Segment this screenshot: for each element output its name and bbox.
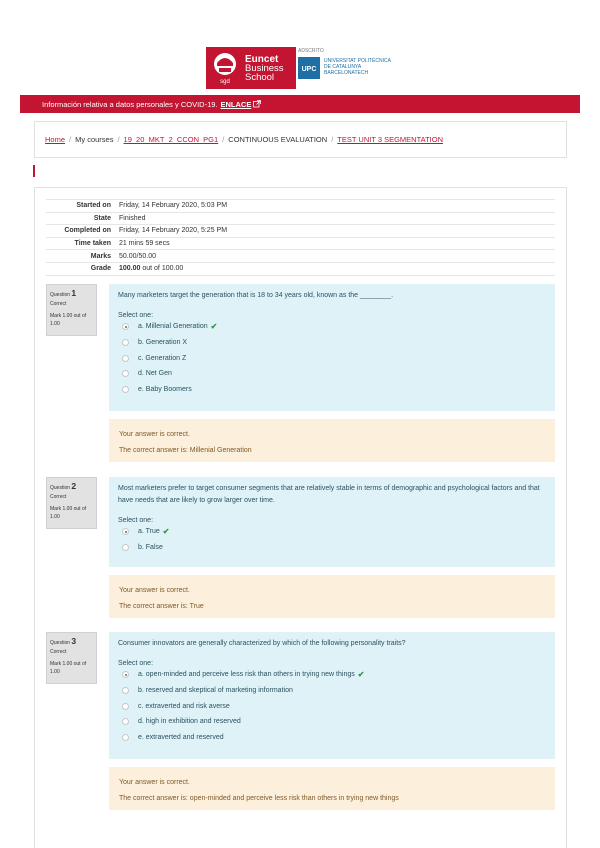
answer-text: a. True — [138, 528, 160, 536]
external-link-icon[interactable] — [253, 100, 261, 108]
question-1-feedback — [109, 419, 555, 462]
radio-button[interactable] — [122, 544, 129, 551]
answer-text: c. Generation Z — [138, 354, 187, 362]
answer-option[interactable] — [118, 524, 546, 540]
question-state: Correct — [50, 301, 67, 307]
answer-text: e. extraverted and reserved — [138, 734, 224, 742]
summary-value: Friday, 14 February 2020, 5:03 PM — [117, 200, 555, 213]
upc-line-1: UNIVERSITAT POLITÈCNICA — [324, 58, 391, 64]
breadcrumb-quiz[interactable]: TEST UNIT 3 SEGMENTATION — [337, 135, 443, 144]
feedback-text: Your answer is correct. — [119, 587, 190, 594]
question-state: Correct — [50, 494, 67, 500]
answer-text: c. extraverted and risk averse — [138, 702, 230, 710]
grade-value: 100.00 — [119, 265, 141, 273]
answer-text: e. Baby Boomers — [138, 386, 192, 394]
radio-button[interactable] — [122, 355, 129, 362]
breadcrumb-separator: / — [222, 135, 225, 144]
logo-line-2: Business — [245, 62, 284, 74]
breadcrumb — [34, 121, 567, 158]
breadcrumb-course[interactable]: 19_20_MKT_2_CCON_PG1 — [123, 135, 219, 144]
question-mark: Mark 1.00 out of 1.00 — [50, 313, 87, 327]
upc-mark-text: UPC — [301, 66, 317, 73]
question-number: 2 — [71, 481, 77, 491]
answer-option[interactable] — [118, 714, 546, 730]
grade-out-of: out of 100.00 — [140, 265, 184, 273]
summary-value — [117, 262, 555, 275]
summary-label: Grade — [46, 262, 117, 275]
answer-text: d. Net Gen — [138, 370, 172, 378]
answer-option[interactable] — [118, 683, 546, 699]
question-number: 1 — [71, 288, 77, 298]
question-label: Question — [50, 640, 71, 646]
answer-text: b. False — [138, 544, 163, 552]
question-3-info — [46, 632, 97, 684]
check-icon: ✔ — [162, 527, 170, 537]
answer-text: b. reserved and skeptical of marketing information — [138, 687, 293, 695]
question-3-formulation — [109, 632, 555, 759]
upc-line-2: DE CATALUNYA — [324, 64, 362, 70]
table-row — [46, 212, 555, 225]
right-answer-text: The correct answer is: open-minded and perceive less risk than others in trying new things — [119, 795, 399, 802]
radio-button[interactable] — [122, 718, 129, 725]
table-row — [46, 250, 555, 263]
radio-button[interactable] — [122, 370, 129, 377]
answer-text: d. high in exhibition and reserved — [138, 718, 241, 726]
question-2-feedback — [109, 575, 555, 618]
right-answer-text: The correct answer is: Millenial Generation — [119, 447, 252, 454]
radio-button[interactable] — [122, 528, 129, 535]
radio-button[interactable] — [122, 339, 129, 346]
radio-button[interactable] — [122, 703, 129, 710]
check-icon: ✔ — [357, 670, 365, 680]
table-row — [46, 262, 555, 275]
summary-label: Completed on — [46, 225, 117, 238]
question-number: 3 — [71, 636, 77, 646]
breadcrumb-separator: / — [117, 135, 120, 144]
answer-option[interactable] — [118, 540, 546, 556]
breadcrumb-section: CONTINUOUS EVALUATION — [228, 135, 328, 144]
table-row — [46, 200, 555, 213]
radio-button[interactable] — [122, 734, 129, 741]
radio-button[interactable] — [122, 386, 129, 393]
table-row — [46, 225, 555, 238]
upc-line-3: BARCELONATECH — [324, 70, 369, 76]
breadcrumb-separator: / — [69, 135, 72, 144]
question-label: Question — [50, 485, 71, 491]
adscrito-label: ADSCRITO — [298, 48, 324, 54]
answer-text: a. open-minded and perceive less risk than others in trying new things — [138, 671, 355, 679]
answer-text: a. Millenial Generation — [138, 323, 208, 331]
feedback-text: Your answer is correct. — [119, 779, 190, 786]
breadcrumb-home[interactable]: Home — [45, 135, 66, 144]
right-answer-text: The correct answer is: True — [119, 603, 204, 610]
upc-name — [324, 58, 391, 76]
table-row — [46, 237, 555, 250]
euncet-mark-text: sgd — [220, 79, 230, 85]
euncet-logo[interactable] — [206, 47, 296, 89]
summary-value: Friday, 14 February 2020, 5:25 PM — [117, 225, 555, 238]
summary-value: Finished — [117, 212, 555, 225]
summary-label: Marks — [46, 250, 117, 263]
answer-option[interactable] — [118, 335, 546, 351]
question-1-info — [46, 284, 97, 336]
radio-button[interactable] — [122, 687, 129, 694]
answer-option[interactable] — [118, 730, 546, 746]
select-one-label: Select one: — [118, 660, 154, 667]
question-1-formulation — [109, 284, 555, 411]
question-3-feedback — [109, 767, 555, 810]
upc-mark-icon — [298, 57, 320, 79]
question-2-formulation — [109, 477, 555, 567]
breadcrumb-my-courses: My courses — [75, 135, 114, 144]
question-text: Most marketers prefer to target consumer segments that are relatively stable in terms of demographic and psychological factors and that have needs that are likely to grow larger over time. — [118, 485, 540, 504]
radio-button[interactable] — [122, 671, 129, 678]
select-one-label: Select one: — [118, 312, 154, 319]
summary-label: Time taken — [46, 237, 117, 250]
answer-option[interactable] — [118, 382, 546, 398]
radio-button[interactable] — [122, 323, 129, 330]
answer-option[interactable] — [118, 698, 546, 714]
banner-link[interactable]: ENLACE — [220, 99, 252, 109]
euncet-mark-icon — [211, 51, 239, 85]
question-2-info — [46, 477, 97, 529]
attempt-summary-table — [46, 199, 555, 276]
notice-banner — [20, 95, 580, 113]
question-label: Question — [50, 292, 71, 298]
summary-value: 21 mins 59 secs — [117, 237, 555, 250]
logo-line-3: School — [245, 71, 275, 83]
question-mark: Mark 1.00 out of 1.00 — [50, 661, 87, 675]
summary-label: State — [46, 212, 117, 225]
breadcrumb-separator: / — [331, 135, 334, 144]
question-text: Consumer innovators are generally characterized by which of the following personality traits? — [118, 640, 406, 647]
answer-option[interactable] — [118, 319, 546, 335]
select-one-label: Select one: — [118, 517, 154, 524]
question-mark: Mark 1.00 out of 1.00 — [50, 506, 87, 520]
summary-value: 50.00/50.00 — [117, 250, 555, 263]
banner-text: Información relativa a datos personales y COVID-19. — [42, 99, 218, 109]
check-icon: ✔ — [210, 322, 218, 332]
upc-logo[interactable] — [298, 47, 398, 89]
question-text: Many marketers target the generation that is 18 to 34 years old, known as the ________. — [118, 292, 394, 299]
answer-option[interactable] — [118, 667, 546, 683]
header-logos — [206, 47, 396, 89]
answer-option[interactable] — [118, 366, 546, 382]
answer-option[interactable] — [118, 350, 546, 366]
question-state: Correct — [50, 649, 67, 655]
page-title-marker — [33, 165, 35, 177]
euncet-wordmark — [245, 55, 284, 82]
feedback-text: Your answer is correct. — [119, 431, 190, 438]
answer-text: b. Generation X — [138, 339, 188, 347]
logo-line-1: Euncet — [245, 53, 279, 65]
summary-label: Started on — [46, 200, 117, 213]
